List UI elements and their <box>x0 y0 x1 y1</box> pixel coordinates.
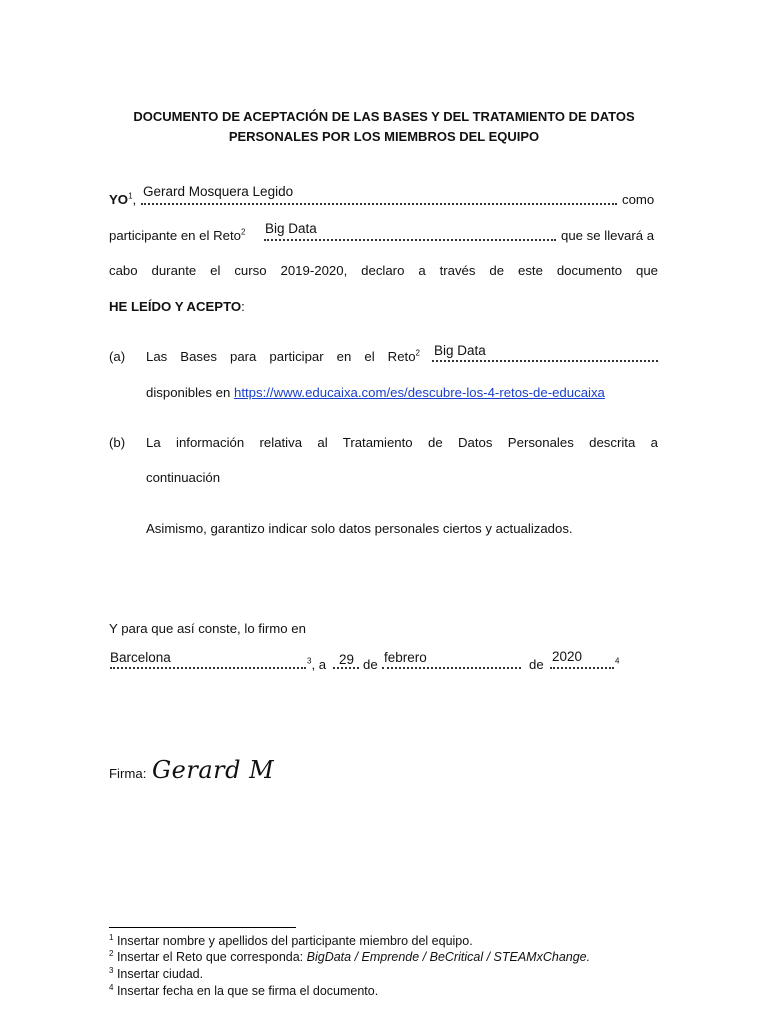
item-a-marker: (a) <box>109 349 126 364</box>
educaixa-link[interactable]: https://www.educaixa.com/es/descubre-los-4-retos-de-educaixa <box>234 385 605 400</box>
de-text-2: de <box>529 657 544 672</box>
year-dotted-line <box>550 667 614 669</box>
day-dotted-line <box>333 667 359 669</box>
cabo-durante-text: cabo durante el curso 2019-2020, declaro a través de este documento que <box>109 263 658 278</box>
item-a-disponibles: disponibles en https://www.educaixa.com/es/descubre-los-4-retos-de-educaixa <box>146 385 605 400</box>
item-b-marker: (b) <box>109 435 126 450</box>
year-field-value[interactable]: 2020 <box>552 649 583 664</box>
day-field-value[interactable]: 29 <box>339 652 355 667</box>
de-text-1: de <box>363 657 378 672</box>
month-field-value[interactable]: febrero <box>384 650 427 665</box>
asimismo-text: Asimismo, garantizo indicar solo datos personales ciertos y actualizados. <box>146 521 573 536</box>
footnote-3: $^3$ Insertar ciudad. <box>109 965 204 981</box>
date-connector-a: $^3$, a <box>307 656 327 672</box>
month-dotted-line <box>382 667 521 669</box>
reto-dotted-line <box>264 239 556 241</box>
footnote-1: $^1$ Insertar nombre y apellidos del participante miembro del equipo. <box>109 932 473 948</box>
item-a-dotted-line <box>432 360 658 362</box>
name-field-value[interactable]: Gerard Mosquera Legido <box>143 184 294 199</box>
y-para-que-text: Y para que así conste, lo firmo en <box>109 621 306 636</box>
item-b-text-2: continuación <box>146 470 221 485</box>
footnote-4: $^4$ Insertar fecha en la que se firma el documento. <box>109 982 379 998</box>
handwritten-signature: Gerard M <box>152 756 275 784</box>
city-dotted-line <box>110 667 306 669</box>
fn4-mark: 4 <box>615 656 620 666</box>
firma-label: Firma: <box>109 766 147 781</box>
que-se-text: que se llevará a <box>561 228 655 243</box>
he-leido-text: HE LEÍDO Y ACEPTO: <box>109 299 245 314</box>
como-text: como <box>622 192 655 207</box>
item-a-text: Las Bases para participar en el Reto$^2$ <box>146 348 420 364</box>
name-dotted-line <box>141 203 617 205</box>
document-title-line-2: PERSONALES POR LOS MIEMBROS DEL EQUIPO <box>228 129 540 144</box>
city-field-value[interactable]: Barcelona <box>110 650 171 665</box>
footnote-2: $^2$ Insertar el Reto que corresponda: BigData / Emprende / BeCritical / STEAMxChange. <box>109 948 591 964</box>
reto-field-value[interactable]: Big Data <box>265 221 317 236</box>
footnote-divider <box>109 927 296 928</box>
yo-label: $YO^1$, <box>109 191 137 207</box>
document-title-line-1: DOCUMENTO DE ACEPTACIÓN DE LAS BASES Y DEL TRATAMIENTO DE DATOS <box>133 109 635 124</box>
item-a-reto-value[interactable]: Big Data <box>434 343 486 358</box>
item-b-text: La información relativa al Tratamiento de Datos Personales descrita a <box>146 435 658 450</box>
participante-text: participante en el Reto$^2$ <box>109 227 246 243</box>
